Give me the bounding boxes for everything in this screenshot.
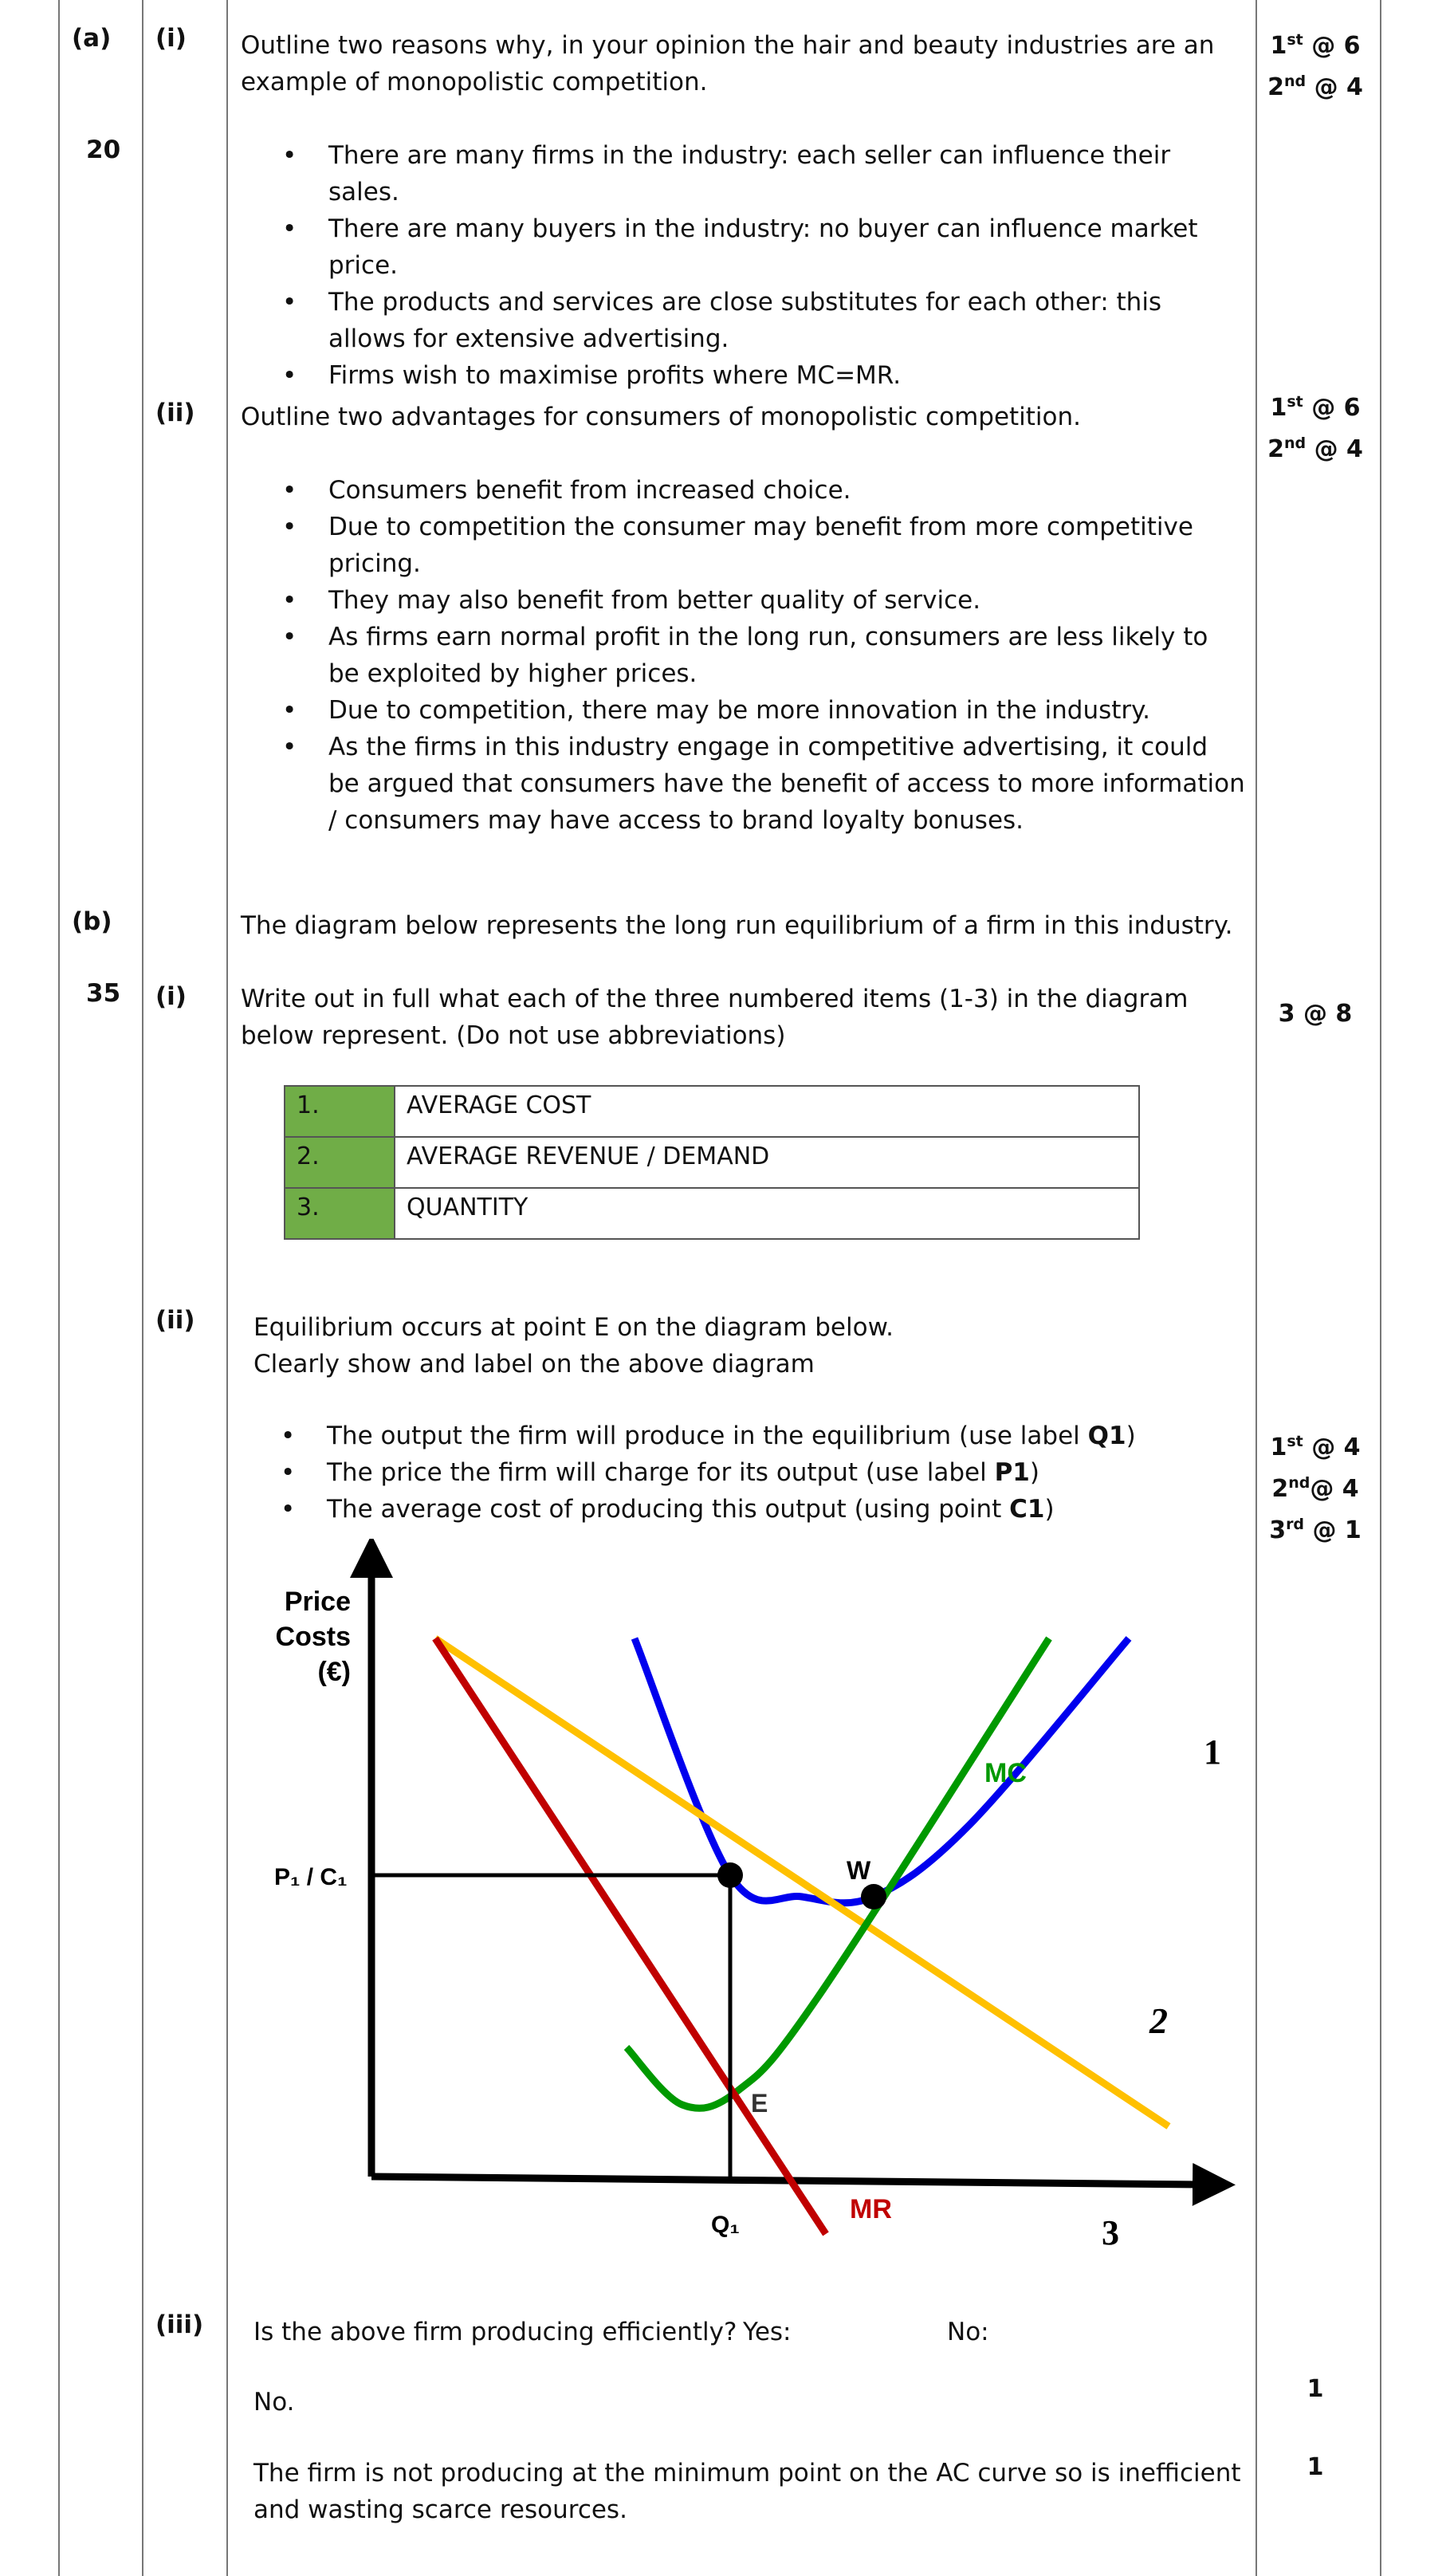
part-b-iii-label: (iii) (155, 2311, 204, 2339)
list-item: • The price the firm will charge for its output (use label P1) (239, 1454, 1244, 1491)
y-axis-label-line: Price (284, 1587, 351, 1617)
list-item: • The output the firm will produce in the equilibrium (use label Q1) (239, 1418, 1244, 1454)
p1-c1-label: P₁ / C₁ (274, 1864, 348, 1890)
part-b-i-marks: 3 @ 8 (1278, 1000, 1353, 1028)
part-b-ii-line1: Equilibrium occurs at point E on the diagram below. (253, 1313, 894, 1342)
list-item: • The products and services are close substitutes for each other: this allows for extensive advertising. (241, 284, 1245, 357)
table-cell-answer: QUANTITY (395, 1188, 1139, 1239)
part-a-i-question: Outline two reasons why, in your opinion the hair and beauty industries are an example of monopolistic competition. (241, 31, 1215, 96)
part-b-iii-answer: No. (253, 2388, 295, 2417)
marks-line: 2nd @ 4 (1267, 435, 1363, 463)
section-b-marks-total: 35 (86, 979, 121, 1008)
table-cell-number: 1. (285, 1086, 395, 1137)
right-margin-rule (1380, 0, 1381, 2576)
part-a-i-marks (1255, 22, 1375, 105)
section-b-intro: The diagram below represents the long run equilibrium of a firm in this industry. (241, 911, 1233, 940)
part-a-ii-answers (241, 472, 1245, 839)
list-item: • They may also benefit from better quality of service. (241, 582, 1245, 619)
table-cell-answer: AVERAGE COST (395, 1086, 1139, 1137)
q1-label: Q₁ (711, 2212, 740, 2238)
marks-line: 3rd @ 1 (1269, 1516, 1362, 1544)
point-w-label: W (847, 1856, 871, 1885)
series-label-mc: MC (984, 1758, 1027, 1788)
table-cell-answer: AVERAGE REVENUE / DEMAND (395, 1137, 1139, 1188)
marks-line: 2nd@ 4 (1271, 1474, 1359, 1503)
part-b-iii-question: Is the above firm producing efficiently? (253, 2318, 737, 2346)
table-row (285, 1137, 1139, 1188)
part-a-i-label: (i) (155, 24, 187, 53)
table-row (285, 1086, 1139, 1137)
marks-line: 1st @ 4 (1270, 1433, 1361, 1461)
marks-line: 1st @ 6 (1270, 31, 1361, 60)
curve-1 (635, 1638, 1129, 1903)
no-option[interactable]: No: (947, 2318, 989, 2346)
table-row (285, 1188, 1139, 1239)
list-item: • Firms wish to maximise profits where MC=MR. (241, 357, 1245, 394)
part-b-ii-label: (ii) (155, 1306, 195, 1335)
part-b-iii-mark-2: 1 (1307, 2453, 1324, 2481)
x-axis-label: 3 (1102, 2213, 1119, 2252)
point-w (861, 1884, 886, 1909)
point-e-label: E (751, 2089, 768, 2118)
table-cell-number: 3. (285, 1188, 395, 1239)
part-b-i-question: Write out in full what each of the three numbered items (1-3) in the diagram below represent. (Do not use abbreviations) (241, 985, 1189, 1050)
series-label-2: 2 (1149, 2000, 1168, 2041)
part-b-iii-explanation: The firm is not producing at the minimum point on the AC curve so is inefficient and wasting scarce resources. (253, 2459, 1241, 2524)
marks-line: 2nd @ 4 (1267, 73, 1363, 101)
list-item: • As the firms in this industry engage in competitive advertising, it could be argued that consumers have the benefit of access to more information / consumers may have access to brand loyalty bonuses. (241, 729, 1245, 839)
section-a-label: (a) (72, 24, 112, 53)
list-item: • The average cost of producing this output (using point C1) (239, 1491, 1244, 1528)
part-b-ii-marks (1255, 1424, 1375, 1548)
table-cell-number: 2. (285, 1137, 395, 1188)
label-column-rule (142, 0, 143, 2576)
section-a-marks-total: 20 (86, 136, 121, 164)
subpart-column-rule (226, 0, 228, 2576)
list-item: • As firms earn normal profit in the long run, consumers are less likely to be exploited by higher prices. (241, 619, 1245, 692)
left-margin-rule (58, 0, 60, 2576)
list-item: • Due to competition the consumer may benefit from more competitive pricing. (241, 509, 1245, 582)
series-label-mr: MR (850, 2194, 892, 2224)
part-b-ii-tasks (239, 1418, 1244, 1528)
series-label-1: 1 (1204, 1732, 1221, 1772)
part-b-iii-mark-1: 1 (1307, 2375, 1324, 2403)
part-a-ii-marks (1255, 384, 1375, 467)
list-item: • There are many buyers in the industry: no buyer can influence market price. (241, 210, 1245, 284)
y-axis-label-line: (€) (317, 1657, 351, 1687)
answer-table (284, 1085, 1140, 1240)
y-axis-label-line: Costs (275, 1622, 351, 1652)
list-item: • Consumers benefit from increased choice. (241, 472, 1245, 509)
curve-mr (435, 1638, 826, 2234)
part-a-ii-question: Outline two advantages for consumers of monopolistic competition. (241, 403, 1082, 431)
section-b-label: (b) (72, 907, 112, 936)
equilibrium-diagram (263, 1539, 1244, 2296)
list-item: • There are many firms in the industry: each seller can influence their sales. (241, 137, 1245, 210)
curve-2 (435, 1638, 1169, 2126)
point-p1-c1 (717, 1862, 743, 1888)
marks-line: 1st @ 6 (1270, 393, 1361, 422)
yes-option[interactable]: Yes: (743, 2318, 792, 2346)
list-item: • Due to competition, there may be more innovation in the industry. (241, 692, 1245, 729)
part-a-ii-label: (ii) (155, 399, 195, 427)
part-a-i-answers (241, 137, 1245, 394)
part-b-ii-line2: Clearly show and label on the above diagram (253, 1350, 815, 1378)
part-b-i-label: (i) (155, 982, 187, 1011)
